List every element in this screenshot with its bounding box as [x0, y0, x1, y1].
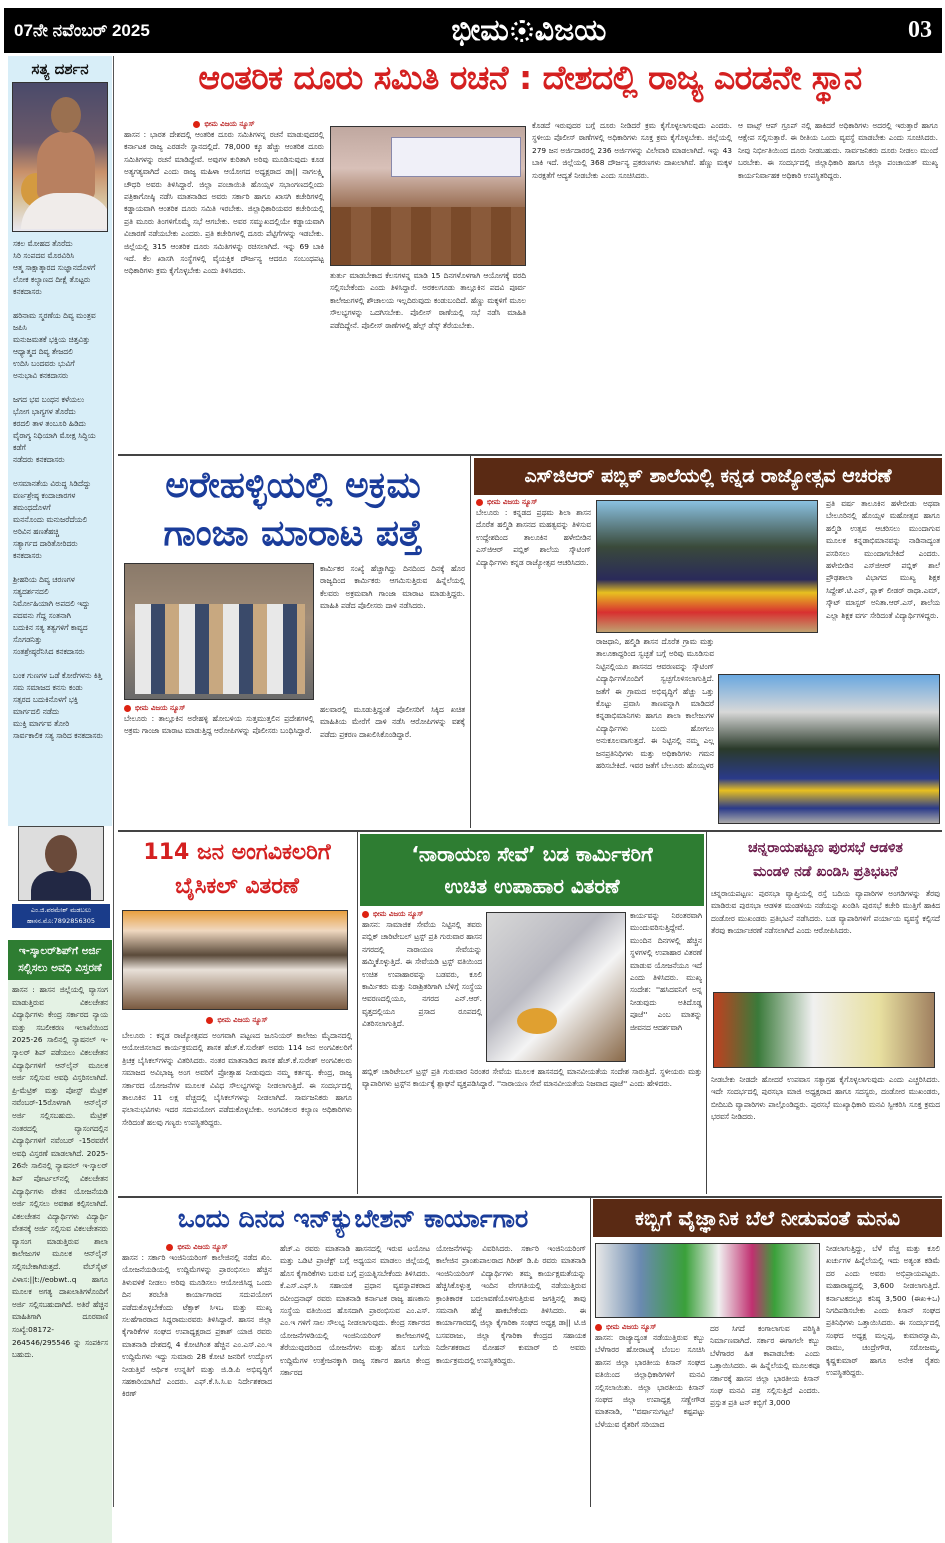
- reporter-face: [45, 835, 77, 873]
- bullet-icon: [193, 121, 200, 128]
- byline: ಭೀಮ ವಿಜಯ ನ್ಯೂಸ್: [122, 1243, 272, 1252]
- protest-photo: [713, 992, 935, 1068]
- students-temple-photo: [718, 674, 940, 824]
- divider: [706, 832, 707, 1194]
- headline: ಎಸ್‌ಜಿಆರ್ ಪಬ್ಲಿಕ್ ಶಾಲೆಯಲ್ಲಿ ಕನ್ನಡ ರಾಜ್ಯೋತ್ಸವ ಆಚರಣೆ: [474, 458, 942, 495]
- byline: ಭೀಮ ವಿಜಯ ನ್ಯೂಸ್: [124, 120, 324, 129]
- satya-title: ಸತ್ಯ ದರ್ಶನ: [31, 60, 89, 78]
- headline-line-1: ‘ನಾರಾಯಣ ಸೇವೆ’ ಬಡ ಕಾರ್ಮಿಕರಿಗೆ: [411, 842, 653, 866]
- article-sgr-rajyotsava: [474, 458, 942, 828]
- headline: [118, 834, 356, 904]
- masthead: [4, 8, 942, 53]
- article-body: ಬೇಲೂರು : ಕನ್ನಡ ರಾಜ್ಯೋತ್ಸವದ ಅಂಗವಾಗಿ ಪಟ್ಟಣದ ಜೂನಿಯರ್ ಕಾಲೇಜು ಮೈದಾನದಲ್ಲಿ ಆಯೋಜಿಸಲಾದ ಕಾರ್ಯಕ್ರಮದಲ್ಲಿ ಶಾಸಕ ಹೆಚ್.ಕೆ.ಸುರೇಶ್ ಅವರು 114 ಜನ ಅಂಗವಿಕಲರಿಗೆ ತ್ರಿಚಕ್ರ ಬೈಸಿಕಲ್‌ಗಳನ್ನು ವಿತರಿಸಿದರು. ನಂತರ ಮಾತನಾಡಿದ ಶಾಸಕ ಹೆಚ್.ಕೆ.ಸುರೇಶ್ ಅಂಗವಿಕಲರು ಸಮಾಜದ ಅವಿಭಾಜ್ಯ ಅಂಗ ಅವರಿಗೆ ಪ್ರೋತ್ಸಾಹ ನೀಡುವುದು ನಮ್ಮ ಕರ್ತವ್ಯ. ಕೇಂದ್ರ, ರಾಜ್ಯ ಸರ್ಕಾರದ ಯೋಜನೆಗಳ ಮೂಲಕ ವಿವಿಧ ಸೌಲಭ್ಯಗಳನ್ನು ನೀಡಲಾಗುತ್ತಿದೆ. ಈ ಸಂದರ್ಭದಲ್ಲಿ ತಾಲೂಕಿನ 11 ಲಕ್ಷ ವೆಚ್ಚದಲ್ಲಿ ಬೈಸಿಕಲ್‌ಗಳನ್ನು ನೀಡಲಾಗಿದೆ. ಸಾರ್ವಜನಿಕರು ಹಾಗೂ ಫಲಾನುಭವಿಗಳು ಇದರ ಸದುಪಯೋಗ ಪಡೆದುಕೊಳ್ಳಬೇಕು. ಅಂಗವಿಕಲರ ಕಲ್ಯಾಣ ಅಧಿಕಾರಿಗಳು ಸೇರಿದಂತೆ ಹಲವು ಗಣ್ಯರು ಉಪಸ್ಥಿತರಿದ್ದರು.: [122, 1031, 352, 1127]
- table-shape: [331, 207, 526, 266]
- reporter-name: ಎಂ.ಜಿ.ಪರಮೇಶ್ ಮಡಬಲು: [30, 906, 92, 914]
- headline-line-2: ಗಾಂಜಾ ಮಾರಾಟ ಪತ್ತೆ: [163, 513, 423, 554]
- divider: [118, 830, 942, 832]
- article-col-1: ಹಾಸನ : ಭಾರತ ದೇಶದಲ್ಲಿ ಆಂತರಿಕ ದೂರು ಸಮಿತಿಗಳನ್ನ ರಚನೆ ಮಾಡುವುದರಲ್ಲಿ ಕರ್ನಾಟಕ ರಾಜ್ಯ ಎರಡನೇ ಸ್ಥಾನದಲ್ಲಿದೆ. 78,000 ಕ್ಕೂ ಹೆಚ್ಚು ಆಂತರಿಕ ದೂರು ಸಮಿತಿಗಳನ್ನು ರಚನೆ ಮಾಡಿದ್ದೇವೆ. ಅವುಗಳ ಕುರಿತಾಗಿ ಅರಿವು ಮೂಡಿಸುವುದು ಕೂಡ ಅತ್ಯಗತ್ಯವಾಗಿದೆ ಎಂದು ರಾಜ್ಯ ಮಹಿಳಾ ಆಯೋಗದ ಅಧ್ಯಕ್ಷರಾದ ಡಾ|| ನಾಗಲಕ್ಷ್ಮಿ ಚೌಧರಿ ಅವರು ತಿಳಿಸಿದ್ದಾರೆ. ಜಿಲ್ಲಾ ಪಂಚಾಯಿತಿ ಹೊಯ್ಸಳ ಸಭಾಂಗಣದಲ್ಲಿಂದು ಪತ್ರಿಕಾಗೋಷ್ಠಿ ನಡೆಸಿ ಮಾತನಾಡಿದ ಅವರು ಸರ್ಕಾರಿ ಹಾಗೂ ಖಾಸಗಿ ಕಚೇರಿಗಳಲ್ಲಿ ಕಡ್ಡಾಯವಾಗಿ ಆಂತರಿಕ ದೂರು ಸಮಿತಿ ಇರಬೇಕು. ಜಿಲ್ಲಾಧಿಕಾರಿಯವರ ಕಚೇರಿಯಲ್ಲಿ ಪ್ರತಿ ಮೂರು ತಿಂಗಳಿಗೊಮ್ಮೆ ಸಭೆ ಆಗಬೇಕು. ಅವರ ಸಮ್ಮುಖದಲ್ಲಿಯೇ ಕಡ್ಡಾಯವಾಗಿ ವಿಚಾರಣೆ ನಡೆಯಬೇಕು ಎಂದರು. ಪ್ರತಿ ಕಚೇರಿಗಳಲ್ಲಿ ದೂರು ಪೆಟ್ಟಿಗೆಗಳನ್ನು ಇಡಬೇಕು. ಜಿಲ್ಲೆಯಲ್ಲಿ 315 ಆಂತರಿಕ ದೂರು ಸಮಿತಿಗಳನ್ನು ರಚಿಸಲಾಗಿದೆ. ಇನ್ನು 69 ಬಾಕಿ ಇದೆ. ಕೆಲ ಖಾಸಗಿ ಸಂಸ್ಥೆಗಳಲ್ಲಿ ವೈಯಕ್ತಿಕ ದೌರ್ಜನ್ಯ ಆದರೂ ಸಂಬಂಧಪಟ್ಟ ಅಧಿಕಾರಿಗಳು ಕ್ರಮ ಕೈಗೊಳ್ಳಬೇಕು ಎಂದು ತಿಳಿಸಿದರು.: [124, 130, 324, 276]
- students-flag-photo: [596, 500, 818, 633]
- article-bottom: ಹಬ್ಲಿಕ್ ಚಾರಿಟೇಬಲ್ ಟ್ರಸ್ಟ್ ಪ್ರತಿ ಗುರುವಾರ ನಿರಂತರ ಸೇವೆಯ ಮೂಲಕ ಹಾಸನದಲ್ಲಿ ಮಾನವೀಯತೆಯ ಸಂದೇಶ ಸಾರುತ್ತಿದೆ. ಸ್ಥಳೀಯರು ಮತ್ತು ವ್ಯಾಪಾರಿಗಳು ಟ್ರಸ್ಟ್‌ನ ಕಾರ್ಯಕ್ಕೆ ಶ್ಲಾಘನೆ ವ್ಯಕ್ತಪಡಿಸಿದ್ದಾರೆ. ''ನಾರಾಯಣ ಸೇವೆ ಮಾನವೀಯತೆಯ ನಿಜವಾದ ಪೂಜೆ'' ಎಂದು ಹೇಳಿದರು.: [362, 1067, 702, 1089]
- article-col-1: ಬೇಲೂರು : ತಾಲ್ಲೂಕಿನ ಅರೇಹಳ್ಳಿ ಹೋಬಳಿಯ ಸುತ್ತಮುತ್ತಲಿನ ಪ್ರದೇಶಗಳಲ್ಲಿ ಅಕ್ರಮ ಗಾಂಜಾ ಮಾರಾಟ ಮಾಡುತ್ತಿದ್ದ ಆರೋಪಿಗಳನ್ನು ಪೊಲೀಸರು ಬಂಧಿಸಿದ್ದಾರೆ.: [124, 714, 314, 736]
- article-col-3: ಕೊಡದೆ ಇರುವುದರ ಬಗ್ಗೆ ದೂರು ನೀಡಿದರೆ ಕ್ರಮ ಕೈಗೊಳ್ಳಲಾಗುವುದು ಎಂದರು. ಸ್ಥಳೀಯ ಪೊಲೀಸ್ ಠಾಣೆಗಳಲ್ಲಿ ಅಧಿಕಾರಿಗಳು ಸೂಕ್ತ ಕ್ರಮ ಕೈಗೊಳ್ಳಬೇಕು. ಜಿಲ್ಲೆಯಲ್ಲಿ 279 ಜನ ಅರ್ಜಿದಾರರಲ್ಲಿ 236 ಅರ್ಜಿಗಳನ್ನು ವಿಲೇವಾರಿ ಮಾಡಲಾಗಿದೆ. ಇನ್ನು 43 ಬಾಕಿ ಇದೆ. ಜಿಲ್ಲೆಯಲ್ಲಿ 368 ದೌರ್ಜನ್ಯ ಪ್ರಕರಣಗಳು ದಾಖಲಾಗಿವೆ. ಹೆಣ್ಣು ಮಕ್ಕಳ ಸುರಕ್ಷತೆಗೆ ಆದ್ಯತೆ ನೀಡಬೇಕು ಎಂದು ಸೂಚಿಸಿದರು.: [532, 121, 732, 180]
- article-col-3: ಯೋಜನೆಗಳನ್ನು ವಿವರಿಸಿದರು. ಸರ್ಕಾರಿ ಇಂಜಿನಿಯರಿಂಗ್ ಕಾಲೇಜಿನ ಪ್ರಾಂಶುಪಾಲರಾದ ಗಿರೀಶ್ ಡಿ.ಪಿ ರವರು ಮಾತನಾಡಿ ಇಂಜಿನಿಯರಿಂಗ್ ವಿದ್ಯಾರ್ಥಿಗಳು ತಮ್ಮ ಕಾರ್ಯಕ್ಷಮತೆಯನ್ನು ಹೆಚ್ಚಿಸಿಕೊಳ್ಳುತ್ತ ಇಂದಿನ ವೇಗಗತಿಯಲ್ಲಿ ನಡೆಯುತ್ತಿರುವ ಕ್ರಾಂತಿಕಾರಕ ಬದಲಾವಣೆಯೊಳಗುತ್ತಿರುವ ಜಗತ್ತಿನಲ್ಲಿ ತಾವು ಸಮನಾಗಿ ಹೆಜ್ಜೆ ಹಾಕಬೇಕೆಂದು ತಿಳಿಸಿದರು. ಈ ಕಾರ್ಯಾಗಾರದಲ್ಲಿ ಜಿಲ್ಲಾ ಕೈಗಾರಿಕಾ ಸಂಘದ ಅಧ್ಯಕ್ಷ ಡಾ|| ಟಿ.ಜಿ ಬಸವರಾಜು, ಜಿಲ್ಲಾ ಕೈಗಾರಿಕಾ ಕೇಂದ್ರದ ಸಹಾಯಕ ನಿರ್ದೇಶಕರಾದ ಮೋಹನ್ ಕುಮಾರ್ ಬಿ ಅವರು ಕಾರ್ಯಕ್ರಮದಲ್ಲಿ ಉಪಸ್ಥಿತರಿದ್ದರು.: [436, 1244, 586, 1365]
- article-body-bottom: ನೀಡಬೇಕು ನೀಡದೇ ಹೋದರೆ ಉಪವಾಸ ಸತ್ಯಾಗ್ರಹ ಕೈಗೊಳ್ಳಲಾಗುವುದು ಎಂದು ಎಚ್ಚರಿಸಿದರು. ಇದೇ ಸಂದರ್ಭದಲ್ಲಿ ಪುರಸಭಾ ಮಾಜಿ ಅಧ್ಯಕ್ಷರಾದ ಹಾಗೂ ಸದಸ್ಯರು, ದಂಡೋರ ಮುಖಂಡರು, ಬೀದಿಬದಿ ವ್ಯಾಪಾರಿಗಳು ಪಾಲ್ಗೊಂಡಿದ್ದರು. ಪುರಸಭೆ ಮುಖ್ಯಾಧಿಕಾರಿ ಮನವಿ ಸ್ವೀಕರಿಸಿ ಸೂಕ್ತ ಕ್ರಮದ ಭರವಸೆ ನೀಡಿದರು.: [711, 1075, 940, 1122]
- press-meet-photo: [330, 126, 526, 266]
- article-col-2: ರಾಜಧಾನಿ, ಹಲ್ಮಿಡಿ ಶಾಸನ ದೊರೆತ ಗ್ರಾಮ ಮತ್ತು ತಾಲೂಕಾದ್ದರಿಂದ ಸ್ವಚ್ಛತೆ ಬಗ್ಗೆ ಅರಿವು ಮೂಡಿಸುವ ನಿಟ್ಟಿನಲ್ಲಿಯೂ ಶಾಸನದ ಆವರಣವನ್ನು ಸ್ಕೌಟಿಂಗ್ ವಿದ್ಯಾರ್ಥಿಗಳೊಂದಿಗೆ ಸ್ವಚ್ಛಗೊಳಿಸಲಾಗುತ್ತಿದೆ. ಜತೆಗೆ ಈ ಗ್ರಾಮದ ಅಭಿವೃದ್ಧಿಗೆ ಹೆಚ್ಚು ಒತ್ತು ಕೊಟ್ಟು ಪ್ರವಾಸಿ ತಾಣವನ್ನಾಗಿ ಮಾಡಿದರೆ ಕನ್ನಡಾಭಿಮಾನಿಗಳು ಹಾಗೂ ಶಾಲಾ ಕಾಲೇಜುಗಳ ವಿದ್ಯಾರ್ಥಿಗಳು ಬಂದು ಹೋಗಲು ಅನುಕೂಲವಾಗುತ್ತದೆ. ಈ ನಿಟ್ಟಿನಲ್ಲಿ ನಮ್ಮ ಎಲ್ಲ ಜನಪ್ರತಿನಿಧಿಗಳು ಮತ್ತು ಅಧಿಕಾರಿಗಳು ಗಮನ ಹರಿಸಬೇಕಿದೆ. ಇವರ ಜತೆಗೆ ಬೇಲೂರು ಹೊಯ್ಸಳರ: [596, 637, 714, 771]
- bullet-icon: [362, 911, 369, 918]
- article-col-2: ಹೆಚ್.ಎ ರವರು ಮಾತನಾಡಿ ಹಾಸನದಲ್ಲಿ ಇರುವ ಟಯೋಟ ಮತ್ತು ಒಡಿಟಿ ಪ್ರಾಜೆಕ್ಟ್ ಬಗ್ಗೆ ಅಧ್ಯಯನ ಮಾಡಲು ಜಿಲ್ಲೆಯಲ್ಲಿ ಹೊಸ ಕೈಗಾರಿಕೆಗಳು ಬರುವ ಬಗ್ಗೆ ಪ್ರಯತ್ನಿಸಬೇಕೆಂದು ತಿಳಿಸಿದರು. ಕೆ.ಎಸ್.ಎಫ್.ಸಿ ಸಹಾಯಕ ಪ್ರಧಾನ ವ್ಯವಸ್ಥಾಪಕರಾದ ರವೀಂದ್ರನಾಥ್ ರವರು ಮಾತನಾಡಿ ಕರ್ನಾಟಕ ರಾಜ್ಯ ಹಣಕಾಸು ಸಂಸ್ಥೆಯ ವತಿಯಿಂದ ಹೊಸದಾಗಿ ಪ್ರಾರಂಭಿಸುವ ಎಂ.ಎಸ್. ಎಂ.ಇ ಗಳಿಗೆ ಸಾಲ ಸೌಲಭ್ಯ ನೀಡಲಾಗುವುದು. ಕೇಂದ್ರ ಸರ್ಕಾರದ ಯೋಜನೆಗಳಡಿಯಲ್ಲಿ ಇಂಜಿನಿಯರಿಂಗ್ ಕಾಲೇಜುಗಳಲ್ಲಿ ತೆರೆಯುವುದರಿಂದ ಯೋಜನೆಗಳು ಮತ್ತು ಹೊಸ ಬಗೆಯ ಉದ್ದಿಮೆಗಳ ಉತ್ತೇಜನಕ್ಕಾಗಿ ರಾಜ್ಯ ಸರ್ಕಾರ ಹಾಗೂ ಕೇಂದ್ರ ಸರ್ಕಾರದ: [280, 1244, 430, 1378]
- wheelchair-photo: [122, 910, 348, 1010]
- saint-body: [37, 131, 95, 201]
- article-col-1: ಹಾಸನ: ರಾಜ್ಯಾದ್ಯಂತ ನಡೆಯುತ್ತಿರುವ ಕಬ್ಬು ಬೆಳೆಗಾರರ ಹೋರಾಟಕ್ಕೆ ಬೆಂಬಲ ಸೂಚಿಸಿ ಹಾಸನ ಜಿಲ್ಲಾ ಭಾರತೀಯ ಕಿಸಾನ್ ಸಂಘದ ವತಿಯಿಂದ ಜಿಲ್ಲಾಧಿಕಾರಿಗಳಿಗೆ ಮನವಿ ಸಲ್ಲಿಸಲಾಯಿತು. ಜಿಲ್ಲಾ ಭಾರತೀಯ ಕಿಸಾನ್ ಸಂಘದ ಜಿಲ್ಲಾ ಉಪಾಧ್ಯಕ್ಷ ಸಣ್ಣೇಗೌಡ ಮಾತನಾಡಿ, ''ವರ್ಷಾನುಗಟ್ಟಲೆ ಕಷ್ಟಪಟ್ಟು ಬೆಳೆಯುವ ರೈತರಿಗೆ ಸರಿಯಾದ: [595, 1333, 705, 1429]
- article-narayana-seva: [360, 834, 704, 1194]
- article-channarayapatna-protest: [709, 834, 942, 1194]
- headline-line-1: ಚನ್ನರಾಯಪಟ್ಟಣ ಪುರಸಭೆ ಆಡಳಿತ: [748, 840, 903, 856]
- farmers-memo-photo: [595, 1243, 820, 1318]
- kanakadasa-photo: [12, 82, 108, 232]
- logo-text-left: ಭೀಮ: [451, 13, 509, 48]
- headline-line-1: ಅರೇಹಳ್ಳಿಯಲ್ಲಿ ಅಕ್ರಮ: [165, 465, 421, 506]
- reporter-shirt: [31, 871, 91, 901]
- article-col-4: ಆ ವಾಟ್ಸ್ ಆಪ್ ಗ್ರೂಪ್ ನಲ್ಲಿ ಹಾಕಿದರೆ ಅಧಿಕಾರಿಗಳು ಅದರಲ್ಲಿ ಇರುತ್ತಾರೆ ಹಾಗೂ ಆಕ್ಷೇಪ ಸಲ್ಲಿಸುತ್ತಾರೆ. ಈ ರೀತಿಯ ಒಂದು ವ್ಯವಸ್ಥೆ ಮಾಡಬೇಕು ಎಂದು ಸೂಚಿಸಿದರು. ನೀವು ನಿರ್ಭೀತಿಯಿಂದ ದೂರು ನೀಡಬಹುದು. ಸಾರ್ವಜನಿಕರು ದೂರು ನೀಡಲು ಮುಂದೆ ಬರಬೇಕು. ಈ ಸಂದರ್ಭದಲ್ಲಿ ಜಿಲ್ಲಾಧಿಕಾರಿ ಹಾಗೂ ಜಿಲ್ಲಾ ಪಂಚಾಯತ್ ಮುಖ್ಯ ಕಾರ್ಯನಿರ್ವಾಹಕ ಅಧಿಕಾರಿ ಉಪಸ್ಥಿತರಿದ್ದರು.: [738, 121, 938, 180]
- article-incubation-workshop: [118, 1199, 588, 1507]
- page-number: 03: [908, 17, 932, 43]
- article-col-2: ದರ ಸಿಗದೆ ಕಂಗಾಲಾಗುವ ಪರಿಸ್ಥಿತಿ ನಿರ್ಮಾಣವಾಗಿದೆ. ಸರ್ಕಾರ ಈಗಾಗಲೇ ಕಬ್ಬು ಬೆಳೆಗಾರರ ಹಿತ ಕಾಪಾಡಬೇಕು ಎಂದು ಒತ್ತಾಯಿಸಿದರು. ಈ ಹಿನ್ನೆಲೆಯಲ್ಲಿ ಮೂಲಕವೂ ಸರ್ಕಾರಕ್ಕೆ ಹಾಸನ ಜಿಲ್ಲಾ ಭಾರತೀಯ ಕಿಸಾನ್ ಸಂಘ ಮನವಿ ಪತ್ರ ಸಲ್ಲಿಸುತ್ತಿದೆ ಎಂದರು. ಪ್ರಸ್ತುತ ಪ್ರತಿ ಟನ್ ಕಬ್ಬಿಗೆ 3,000: [710, 1324, 820, 1408]
- satya-darshana-box: [8, 56, 112, 826]
- headline: ಕಬ್ಬಿಗೆ ವೈಜ್ಞಾನಿಕ ಬೆಲೆ ನೀಡುವಂತೆ ಮನವಿ: [593, 1199, 942, 1237]
- article-col-2: ಕಾರ್ಮಿಕರ ಸಂಖ್ಯೆ ಹೆಚ್ಚಾಗಿದ್ದು ದಿನದಿಂದ ದಿನಕ್ಕೆ ಹೊರ ರಾಜ್ಯದಿಂದ ಕಾರ್ಮಿಕರು ಆಗಮಿಸುತ್ತಿರುವ ಹಿನ್ನೆಲೆಯಲ್ಲಿ ಕೆಲವರು ಅಕ್ರಮವಾಗಿ ಗಾಂಜಾ ಮಾರಾಟ ಮಾಡುತ್ತಿದ್ದರು. ಮಾಹಿತಿ ಪಡೆದ ಪೊಲೀಸರು ದಾಳಿ ನಡೆಸಿದರು.: [320, 564, 465, 611]
- article-body-top: ಚನ್ನರಾಯಪಟ್ಟಣ: ಪುರಸಭಾ ವ್ಯಾಪ್ತಿಯಲ್ಲಿ ರಸ್ತೆ ಬದಿಯ ವ್ಯಾಪಾರಿಗಳ ಅಂಗಡಿಗಳನ್ನು ತೆರವು ಮಾಡಿರುವ ಪುರಸಭಾ ಆಡಳಿತ ಮಂಡಳಿಯ ನಡೆಯನ್ನು ಖಂಡಿಸಿ ಪುರಸಭೆ ಕಚೇರಿ ಮುತ್ತಿಗೆ ಹಾಕಿದ ದಂಡೋರ ಮುಖಂಡರು ಪ್ರತಿಭಟನೆ ನಡೆಸಿದರು. ಬಡ ವ್ಯಾಪಾರಿಗಳಿಗೆ ಪರ್ಯಾಯ ವ್ಯವಸ್ಥೆ ಕಲ್ಪಿಸದೆ ತೆರವು ಕಾರ್ಯಾಚರಣೆ ನಡೆಸಲಾಗಿದೆ ಎಂದು ಆರೋಪಿಸಿದರು.: [711, 889, 940, 936]
- scholarship-headline: ಇ-ಸ್ಕಾಲರ್‌ಶಿಪ್‌ಗೆ ಅರ್ಜಿ ಸಲ್ಲಿಸಲು ಅವಧಿ ವಿಸ್ತರಣೆ: [8, 940, 112, 980]
- byline: ಭೀಮ ವಿಜಯ ನ್ಯೂಸ್: [118, 1016, 356, 1025]
- byline: ಭೀಮ ವಿಜಯ ನ್ಯೂಸ್: [595, 1323, 705, 1332]
- banner-shape: [391, 137, 521, 177]
- divider: [118, 1196, 942, 1198]
- bullet-icon: [476, 499, 483, 506]
- scholarship-body: ಹಾಸನ : ಹಾಸನ ಜಿಲ್ಲೆಯಲ್ಲಿ ವ್ಯಾಸಂಗ ಮಾಡುತ್ತಿರುವ ವಿಕಲಚೇತನ ವಿದ್ಯಾರ್ಥಿಗಳು ಕೇಂದ್ರ ಸರ್ಕಾರದ ನ್ಯಾಯ ಮತ್ತು ಸಬಲೀಕರಣ ಇಲಾಖೆಯಿಂದ 2025-26 ಸಾಲಿನಲ್ಲಿ ನ್ಯಾಷನಲ್ ಇ-ಸ್ಕಾಲರ್ ಶಿಪ್ ಪಡೆಯಲು ವಿಕಲಚೇತನ ವಿದ್ಯಾರ್ಥಿಗಳಿಗೆ ಆನ್‌ಲೈನ್ ಮೂಲಕ ಅರ್ಜಿ ಸಲ್ಲಿಸುವ ಅವಧಿ ವಿಸ್ತರಿಸಲಾಗಿದೆ. ಪ್ರಿ-ಮೆಟ್ರಿಕ್ ಮತ್ತು ಪೋಸ್ಟ್ ಮೆಟ್ರಿಕ್ ನವೆಂಬರ್-15ರೊಳಗಾಗಿ ಆನ್‌ಲೈನ್ ಅರ್ಜಿ ಸಲ್ಲಿಸಬಹುದು. ಮೆಟ್ರಿಕ್ ನಂತರದಲ್ಲಿ ವ್ಯಾಸಂಗದಲ್ಲಿನ ವಿದ್ಯಾರ್ಥಿಗಳಿಗೆ ನವೆಂಬರ್ -15ರವರೆಗೆ ಅವಧಿ ವಿಸ್ತರಣೆ ಮಾಡಲಾಗಿದೆ. 2025-26ನೇ ಸಾಲಿನಲ್ಲಿ ನ್ಯಾಷನಲ್ ಇ-ಸ್ಕಾಲರ್ ಶಿಪ್ ಪೋರ್ಟಲ್‌ನಲ್ಲಿ ವಿಕಲಚೇತನ ವಿದ್ಯಾರ್ಥಿಗಳು ವೇತನ ಯೋಜನೆಯಡಿ ಅರ್ಜಿ ಸಲ್ಲಿಸಲು ಅವಕಾಶ ಕಲ್ಪಿಸಲಾಗಿದೆ. ವಿಕಲಚೇತನ ವಿದ್ಯಾರ್ಥಿಗಳು ವಿದ್ಯಾರ್ಥಿ ವೇತನಕ್ಕೆ ಅರ್ಜಿ ಸಲ್ಲಿಸುವ ವಿಕಲಚೇತನರು ವ್ಯಾಸಂಗ ಮಾಡುತ್ತಿರುವ ಶಾಲಾ ಕಾಲೇಜುಗಳ ಮೂಲಕ ಆನ್‌ಲೈನ್ ಸಲ್ಲಿಸಬೇಕಾಗಿರುತ್ತದೆ. ವೆಬ್‌ಸೈಟ್ ವಿಳಾಸ:||t://eobwt..q ಹಾಗೂ ಮೂಲಕ ಅಗತ್ಯ ದಾಖಲಾತಿಗಳೊಂದಿಗೆ ಅರ್ಜಿ ಸಲ್ಲಿಸಬಹುದಾಗಿದೆ. ಅತಿರೆ ಹೆಚ್ಚಿನ ಮಾಹಿತಿಗಾಗಿ ದೂರವಾಣಿ ಸಂಖ್ಯೆ:08172-264546/295546 ನ್ನು ಸಂಪರ್ಕಿಸ ಬಹುದು.: [8, 980, 112, 1543]
- headline-line-2: ಮಂಡಳಿ ನಡೆ ಖಂಡಿಸಿ ಪ್ರತಿಭಟನೆ: [753, 864, 898, 880]
- reporter-phone: ಹಾಸನ.ಮೊ:7892856305: [26, 917, 96, 925]
- article-col-1: ಹಾಸನ: ಸಾಮಾಜಿಕ ಸೇವೆಯ ನಿಟ್ಟಿನಲ್ಲಿ ತವರು ಪಬ್ಲಿಕ್ ಚಾರಿಟೇಬಲ್ ಟ್ರಸ್ಟ್ ಪ್ರತಿ ಗುರುವಾರ ಹಾಸನ ನಗರದಲ್ಲಿ ನಾರಾಯಣ ಸೇವೆಯನ್ನು ಹಮ್ಮಿಕೊಳ್ಳುತ್ತಿದೆ. ಈ ಸೇವೆಯಡಿ ಟ್ರಸ್ಟ್ ವತಿಯಿಂದ ಉಚಿತ ಉಪಾಹಾರವನ್ನು ಬಡವರು, ಕೂಲಿ ಕಾರ್ಮಿಕರು ಮತ್ತು ನಿರಾಶ್ರಿತರಿಗಾಗಿ ಬೆಳಿಗ್ಗೆ ಸಂಸ್ಥೆಯ ಆವರಣದಲ್ಲಿಯೂ, ನಗರದ ಎನ್.ಆರ್. ವೃತ್ತದಲ್ಲಿಯೂ ಪ್ರಸಾದ ರೂಪದಲ್ಲಿ ವಿತರಿಸಲಾಗುತ್ತಿದೆ.: [362, 920, 482, 1029]
- headline: ಆಂತರಿಕ ದೂರು ಸಮಿತಿ ರಚನೆ : ದೇಶದಲ್ಲಿ ರಾಜ್ಯ ಎರಡನೇ ಸ್ಥಾನ: [198, 58, 862, 97]
- byline: ಭೀಮ ವಿಜಯ ನ್ಯೂಸ್: [476, 498, 591, 507]
- article-col-1: ಹಾಸನ : ಸರ್ಕಾರಿ ಇಂಜಿನಿಯರಿಂಗ್ ಕಾಲೇಜಿನಲ್ಲಿ ನಡೆದ ಖಿಂ. ಯೋಜನೆಯಡಿಯಲ್ಲಿ ಉದ್ದಿಮೆಗಳನ್ನು ಪ್ರಾರಂಭಿಸಲು ಹೆಚ್ಚಿನ ತಿಳುವಳಿಕೆ ನೀಡಲು ಅರಿವು ಮೂಡಿಸಲು ಆಯೋಜಿಸಿದ್ದ ಒಂದು ದಿನ ತರಬೇತಿ ಕಾರ್ಯಾಗಾರದ ಸದುಪಯೋಗ ಪಡೆದುಕೊಳ್ಳಬೇಕೆಂದು ಟೆಕ್ಸಾಕ್ ಸಿಇಒ ಮತ್ತು ಮುಖ್ಯ ಸಲಹೆಗಾರರಾದ ಸಿದ್ದರಾಮುರವರು ತಿಳಿಸಿದ್ದಾರೆ. ಹಾಸನ ಜಿಲ್ಲಾ ಕೈಗಾರಿಕೆಗಳ ಸಂಘದ ಉಪಾಧ್ಯಕ್ಷರಾದ ಪ್ರಕಾಶ್ ಯಾಜಿ ರವರು ಮಾತನಾಡಿ ದೇಶದಲ್ಲಿ 4 ಕೋಟಿಗಿಂತ ಹೆಚ್ಚಿನ ಎಂ.ಎಸ್.ಎಂ.ಇ ಉದ್ದಿಮೆಗಳು ಇದ್ದು ಸುಮಾರು 28 ಕೋಟಿ ಜನರಿಗೆ ಉದ್ಯೋಗ ನೀಡುತ್ತಿವೆ ಆರ್ಥಿಕ ಉನ್ನತಿಗೆ ಮತ್ತು ಜಿ.ಡಿ.ಪಿ ಅಭಿವೃದ್ಧಿಗೆ ಸಹಕಾರಿಯಾಗಿದೆ ಎಂದರು. ಎಫ್.ಕೆ.ಸಿ.ಸಿ.ಐ ನಿರ್ದೇಶಕರಾದ ಕಿರಣ್: [122, 1253, 272, 1399]
- food-distribution-photo: [486, 912, 626, 1062]
- divider: [118, 454, 942, 456]
- headline: ಒಂದು ದಿನದ ಇನ್‌ಕ್ಯುಬೇಶನ್ ಕಾರ್ಯಾಗಾರ: [177, 1204, 529, 1233]
- divider: [470, 456, 471, 828]
- article-internal-complaints: [118, 58, 942, 453]
- article-col-3: ನೀಡಲಾಗುತ್ತಿದ್ದು, ಬೆಳೆ ವೆಚ್ಚ ಮತ್ತು ಕೂಲಿ ಖರ್ಚುಗಳ ಹಿನ್ನೆಲೆಯಲ್ಲಿ ಇದು ಅತ್ಯಂತ ಕಡಿಮೆ ದರ ಎಂದು ಅವರು ಅಭಿಪ್ರಾಯಪಟ್ಟರು. ಮಹಾರಾಷ್ಟ್ರದಲ್ಲಿ 3,600 ನೀಡಲಾಗುತ್ತಿದೆ. ಕರ್ನಾಟಕದಲ್ಲೂ ಕನಿಷ್ಠ 3,500 (ಈಖ+ಒ) ನಿಗದಿಪಡಿಸಬೇಕು ಎಂದು ಕಿಸಾನ್ ಸಂಘದ ಪ್ರತಿನಿಧಿಗಳು ಒತ್ತಾಯಿಸಿದರು. ಈ ಸಂದರ್ಭದಲ್ಲಿ ಸಂಘದ ಅಧ್ಯಕ್ಷ ಮಲ್ಲಪ್ಪ, ಕುಮಾರಸ್ವಾಮಿ, ರಾಮು, ಚಂದ್ರೇಗೌಡ, ಸರೋಜಮ್ಮ, ಕೃಷ್ಣಕುಮಾರ್ ಹಾಗೂ ಅನೇಕ ರೈತರು ಉಪಸ್ಥಿತರಿದ್ದರು.: [826, 1244, 940, 1378]
- headline: [118, 458, 468, 558]
- poem-text: ಸಕಲ ಮೋಹದ ತೊರೆದು ಸಿರಿ ಸಂಪದವ ಮೊರವಿರಿಸಿ ಆತ್ಮ ಸಾಕ್ಷಾತ್ಕಾರದ ಸುಜ್ಞಾನದೊಳಗೆ ಲೋಕ ಕಲ್ಯಾಣದ ದೀಕ್ಷೆ ತೊಟ್ಟರು ಕನಕದಾಸರು ಹರಿನಾಮ ಸ್ಮರಣೆಯ ದಿವ್ಯ ಮಂತ್ರವ ಜಪಿಸಿ ಮನುಜಮತಕೆ ಭಕ್ತಿಯ ಚಿತ್ತವಿತ್ತು ಆಧ್ಯಾತ್ಮದ ದಿವ್ಯ ತೇಜದಲಿ ಉದಿಸಿ ಬಂದವರು ಭುವಿಗೆ ಅನುಭಾವಿ ಕನಕದಾಸರು ಜಗದ ಭವ ಬಂಧನ ಕಳೆಯಲು ಭೋಗ ಭಾಗ್ಯಗಳ ತೊರೆದು ಕರದಲಿ ತಾಳ ತಂಬೂರಿ ಹಿಡಿದು ವೈರಾಗ್ಯ ನಿಧಿಯಾಗಿ ಮೋಕ್ಷ ಸಿದ್ಧಿಯ ಕಡೆಗೆ ನಡೆದರು ಕನಕದಾಸರು ಅಸಮಾನತೆಯ ವಿರುದ್ಧ ಸಿಡಿದೆದ್ದು ವರ್ಣಶ್ರೇಷ್ಠ ಕಂದಾಚಾರಗಳ ತಮಂಧದೊಳಗೆ ಮನನೊಂದು ಮನುಜರೆದೆಯಲಿ ಅರಿವಿನ ಹಣತೆಹಚ್ಚಿ ಸತ್ಯಾರ್ಗದ ದಾರಿತೋರಿದರು ಕನಕದಾಸರು ಶ್ರೀಹರಿಯ ದಿವ್ಯ ಚರಣಗಳ ಸತ್ಯದರ್ಶನದಲಿ ನಿರ್ಮೋಹಿಯಾಗಿ ಅಪದಲಿ ಇದ್ದು ಪದವನು ಗೆದ್ದ ಸಂತನಾಗಿ ಬದುಕಿನ ಸತ್ಯ ತತ್ವಗಳಿಗೆ ಕಾವ್ಯದ ಸೊಗಡನಿತ್ತು ಸಂತಶ್ರೇಷ್ಠರೆನಿಸಿದ ಕನಕದಾಸರು ಬಂಕ ಗುಣಗಳ ಒಡೆ ಕೋರೆಗಳನು ಕಿತ್ತಿ ಸಮ ಸಮಾಜದ ಕನಸು ಕಂಡು ಸತ್ಸರದ ಬದುಕಿನೊಳಗೆ ಭಕ್ತಿ ಮಾರ್ಗದಲಿ ನಡೆದು ಮುಕ್ತಿ ಮಾರ್ಗವ ತೋರಿ ಸಾರ್ವಕಾಲಿಕ ಸತ್ಯ ಸಾರಿದ ಕನಕದಾಸರು: [13, 239, 103, 740]
- logo-text-right: ವಿಜಯ: [534, 13, 607, 48]
- article-cycle-distribution: [118, 834, 356, 1194]
- food-plate-shape: [517, 1008, 557, 1034]
- headline-line-2: ಉಚಿತ ಉಪಾಹಾರ ವಿತರಣೆ: [444, 874, 620, 898]
- bullet-icon: [166, 1244, 173, 1251]
- article-col-1: ಬೇಲೂರು : ಕನ್ನಡದ ಪ್ರಥಮ ಶಿಲಾ ಶಾಸನ ದೊರೆತ ಹಲ್ಮಿಡಿ ಶಾಸನದ ಮಹತ್ವವನ್ನು ತಿಳಿಸುವ ಉದ್ದೇಶದಿಂದ ತಾಲೂಕಿನ ಹಳೇಬೀಡಿನ ಎಸ್‌ಜಿಆರ್ ಪಬ್ಲಿಕ್ ಶಾಲೆಯ ಸ್ಕೌಟಿಂಗ್ ವಿದ್ಯಾರ್ಥಿಗಳು ಕನ್ನಡ ರಾಜ್ಯೋತ್ಸವ ಆಚರಿಸಿದರು.: [476, 508, 591, 567]
- article-col-2: ತುರ್ತು ಮಾಡಬೇಕಾದ ಕೆಲಸಗಳನ್ನ ಮಾಡಿ 15 ದಿನಗಳೊಳಗಾಗಿ ಆಯೋಗಕ್ಕೆ ವರದಿ ಸಲ್ಲಿಸಬೇಕೆಂದು ಎಂದು ತಿಳಿಸಿದ್ದಾರೆ. ಅರಕಲಗೂಡು ತಾಲ್ಲೂಕಿನ ಪದವಿ ಪೂರ್ವ ಕಾಲೇಜುಗಳಲ್ಲಿ ಶೌಚಾಲಯ ಇಲ್ಲದಿರುವುದು ಕಂಡುಬಂದಿದೆ. ಹೆಣ್ಣು ಮಕ್ಕಳಿಗೆ ಮೂಲ ಸೌಲಭ್ಯಗಳನ್ನು ಒದಗಿಸಬೇಕು. ಪೊಲೀಸ್ ಠಾಣೆಯಲ್ಲಿ ಸಭೆ ನಡೆಸಿ ಮಾಹಿತಿ ಪಡೆದಿದ್ದೇನೆ. ಪೊಲೀಸ್ ಠಾಣೆಗಳಲ್ಲಿ ಹೆಲ್ಪ್ ಡೆಸ್ಕ್ ತೆರೆಯಬೇಕು.: [330, 271, 526, 330]
- reporter-photo: [18, 826, 104, 901]
- scholarship-article: [8, 940, 112, 1543]
- divider: [590, 1198, 591, 1507]
- article-col-3: ಹಲವಾರಲ್ಲಿ ಮೂಡುತ್ತಿದ್ದಂತೆ ಪೊಲೀಸರಿಗೆ ಸಿಕ್ಕಿದ ಖಚಿತ ಮಾಹಿತಿಯ ಮೇರೆಗೆ ದಾಳಿ ನಡೆಸಿ ಆರೋಪಿಗಳನ್ನು ವಶಕ್ಕೆ ಪಡೆದು ಪ್ರಕರಣ ದಾಖಲಿಸಿಕೊಂಡಿದ್ದಾರೆ.: [320, 705, 465, 739]
- article-arehalli-ganja: [118, 458, 468, 828]
- police-photo: [124, 563, 314, 700]
- people-shape: [135, 604, 305, 694]
- article-sugarcane-price: [593, 1199, 942, 1507]
- article-col-2: ಕಾರ್ಯವನ್ನು ನಿರಂತರವಾಗಿ ಮುಂದುವರಿಸುತ್ತಿದ್ದೇವೆ. ಮುಂದಿನ ದಿನಗಳಲ್ಲಿ ಹೆಚ್ಚಿನ ಸ್ಥಳಗಳಲ್ಲಿ ಉಪಾಹಾರ ವಿತರಣೆ ಮಾಡುವ ಯೋಜನೆಯೂ ಇದೆ ಎಂದು ತಿಳಿಸಿದರು. ಮುಖ್ಯ ಸಂದೇಶ: ''ಹಸಿದವನಿಗೆ ಅನ್ನ ನೀಡುವುದು ಅತಿದೊಡ್ಡ ಪೂಜೆ'' ಎಂಬ ಮಾತನ್ನು ಜೀವನದ ಆದರ್ಶವಾಗಿ: [630, 911, 702, 1032]
- saint-head: [51, 97, 81, 133]
- chakra-icon: [511, 20, 533, 42]
- bullet-icon: [595, 1324, 602, 1331]
- byline: ಭೀಮ ವಿಜಯ ನ್ಯೂಸ್: [362, 910, 482, 919]
- bullet-icon: [206, 1017, 213, 1024]
- headline: [709, 834, 942, 884]
- article-col-3: ಪ್ರತಿ ವರ್ಷ ತಾಲೂಕಿನ ಹಳೇಬೀಡು ಅಥವಾ ಬೇಲೂರಿನಲ್ಲಿ ಹೊಯ್ಸಳ ಮಹೋತ್ಸವ ಹಾಗೂ ಹಲ್ಮಿಡಿ ಉತ್ಸವ ಆಚರಿಸಲು ಮುಂದಾಗುವ ಮೂಲಕ ಕನ್ನಡಾಭಿಮಾನವನ್ನು ನಾಡಿನಾದ್ಯಂತ ಪಸರಿಸಲು ಮುಂದಾಗಬೇಕಿದೆ ಎಂದರು. ಹಳೇಬೀಡಿನ ಎಸ್‌ಜಿಆರ್ ಪಬ್ಲಿಕ್ ಶಾಲೆ ಪ್ರೌಢಶಾಲಾ ವಿಭಾಗದ ಮುಖ್ಯ ಶಿಕ್ಷಕ ಸಿದ್ದೇಶ್.ಟಿ.ಎನ್, ಫ್ಲಾಕ್ ಲೀಡರ್ ರಾಧಾ.ಎಮ್, ಸ್ಕೌಟ್ ಮಾಸ್ಟರ್ ಅನಿತಾ.ಆರ್.ಎಸ್, ಶಾಲೆಯ ಎಲ್ಲಾ ಶಿಕ್ಷಕ ವರ್ಗ ಸೇರಿದಂತೆ ವಿದ್ಯಾರ್ಥಿಗಳಿದ್ದರು.: [826, 499, 940, 620]
- left-sidebar: [4, 56, 114, 1507]
- headline: [360, 834, 704, 906]
- byline: ಭೀಮ ವಿಜಯ ನ್ಯೂಸ್: [124, 704, 314, 713]
- divider: [357, 832, 358, 1194]
- reporter-caption: [12, 904, 110, 928]
- headline-line-1: 114 ಜನ ಅಂಗವಿಕಲರಿಗೆ: [143, 840, 331, 865]
- headline-line-2: ಬೈಸಿಕಲ್ ವಿತರಣೆ: [175, 874, 299, 899]
- bullet-icon: [124, 705, 131, 712]
- issue-date: 07ನೇ ನವೆಂಬರ್ 2025: [14, 20, 150, 40]
- newspaper-logo: [451, 13, 606, 48]
